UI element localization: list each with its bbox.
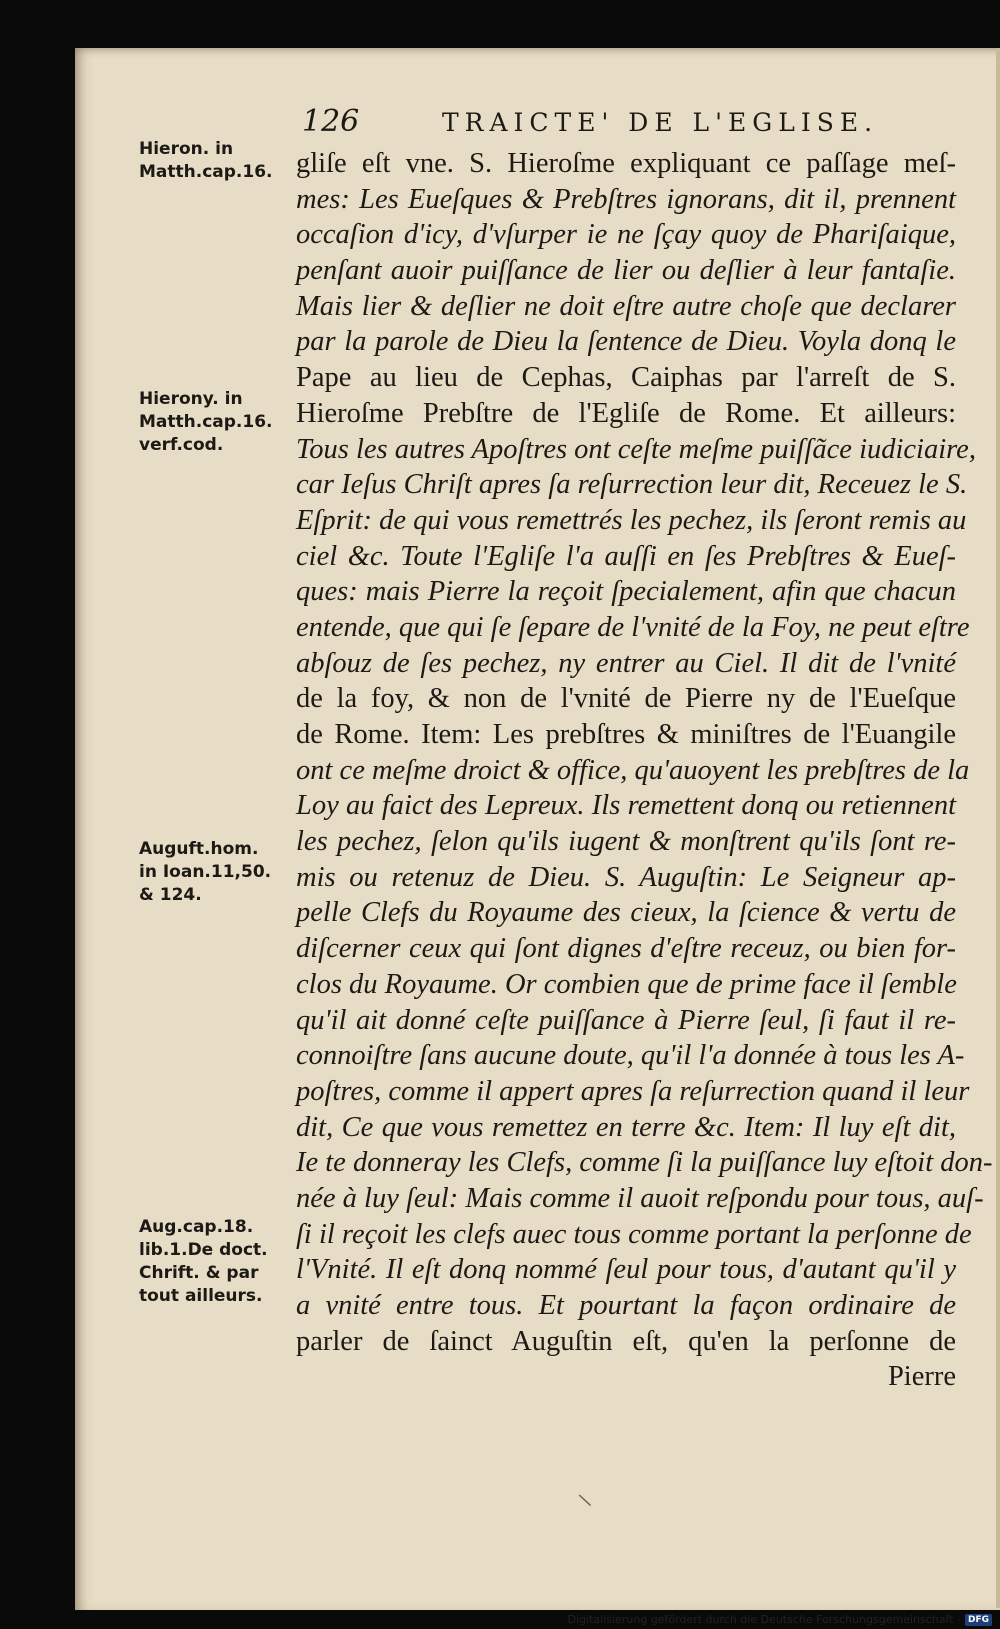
text-line: parler de ſainct Auguſtin eſt, qu'en la perſonne de — [296, 1325, 956, 1357]
margin-note-line: verf.cod. — [139, 435, 224, 455]
margin-note-line: Aug.cap.18. — [139, 1217, 254, 1237]
body-text — [296, 146, 993, 1395]
margin-note — [139, 838, 271, 907]
text-line: Hieroſme Prebſtre de l'Egliſe de Rome. Et ailleurs: — [296, 397, 956, 429]
text-line: diſcerner ceux qui ſont dignes d'eſtre receuz, ou bien for- — [296, 933, 956, 965]
text-line: de la foy, & non de l'vnité de Pierre ny de l'Eueſque — [296, 683, 956, 715]
margin-note — [139, 138, 273, 184]
text-line: ſi il reçoit les clefs auec tous comme portant la perſonne de — [296, 1218, 972, 1250]
text-line: abſouz de ſes pechez, ny entrer au Ciel. Il dit de l'vnité — [296, 647, 956, 679]
text-line: dit, Ce que vous remettez en terre &c. Item: Il luy eſt dit, — [296, 1111, 956, 1143]
text-line: Mais lier & deſlier ne doit eſtre autre choſe que declarer — [296, 290, 956, 322]
text-line: de Rome. Item: Les prebſtres & miniſtres de l'Euangile — [296, 719, 956, 750]
margin-note-line: & 124. — [139, 885, 202, 905]
text-line: Ie te donneray les Clefs, comme ſi la puiſſance luy eſtoit don- — [296, 1147, 993, 1179]
margin-note-line: Auguft.hom. — [139, 839, 259, 859]
text-line: les pechez, ſelon qu'ils iugent & monſtrent qu'ils ſont re- — [296, 826, 956, 858]
margin-note — [139, 388, 273, 457]
text-line: occaſion d'icy, d'vſurper ie ne ſçay quoy de Phariſaique, — [296, 219, 956, 251]
text-line: entende, que qui ſe ſepare de l'vnité de la Foy, ne peut eſtre — [296, 611, 970, 643]
footer-text: Digitalisierung gefördert durch die Deutsche Forschungsgemeinschaft — [567, 1613, 954, 1626]
page-header — [302, 104, 962, 140]
text-line: pelle Clefs du Royaume des cieux, la ſcience & vertu de — [296, 897, 956, 929]
text-line: ques: mais Pierre la reçoit ſpecialement, afin que chacun — [296, 576, 956, 608]
text-line: poſtres, comme il appert apres ſa reſurrection quand il leur — [296, 1075, 970, 1107]
catchword: Pierre — [887, 1361, 956, 1393]
text-line: a vnité entre tous. Et pourtant la façon ordinaire de — [296, 1290, 956, 1321]
dfg-logo-icon: DFG — [965, 1614, 992, 1626]
text-line: Tous les autres Apoſtres ont ceſte meſme puiſſãce iudiciaire, — [296, 433, 976, 465]
margin-note-line: Hieron. in — [139, 139, 234, 159]
text-line: gliſe eſt vne. S. Hieroſme expliquant ce paſſage meſ- — [296, 148, 956, 179]
text-line: car Ieſus Chriſt apres ſa reſurrection leur dit, Receuez le S. — [296, 469, 968, 501]
margin-note-line: Matth.cap.16. — [139, 162, 273, 182]
stray-mark: \ — [577, 1489, 593, 1512]
margin-note-line: lib.1.De doct. — [139, 1240, 268, 1260]
page-number: 126 — [302, 104, 360, 139]
text-line: ont ce meſme droict & office, qu'auoyent les prebſtres de la — [296, 754, 970, 786]
text-line: qu'il ait donné ceſte puiſſance à Pierre ſeul, ſi faut il re- — [296, 1004, 956, 1036]
text-line: mis ou retenuz de Dieu. S. Auguſtin: Le Seigneur ap- — [296, 861, 956, 893]
running-title: TRAICTE' DE L'EGLISE. — [442, 108, 879, 137]
text-line: née à luy ſeul: Mais comme il auoit reſpondu pour tous, auſ- — [296, 1182, 984, 1214]
text-line: penſant auoir puiſſance de lier ou deſlier à leur fantaſie. — [296, 255, 956, 287]
text-line: Loy au faict des Lepreux. Ils remettent donq ou retiennent — [296, 790, 956, 822]
margin-note-line: tout ailleurs. — [139, 1286, 263, 1306]
margin-note — [139, 1216, 268, 1308]
text-line: ciel &c. Toute l'Egliſe l'a auſſi en ſes Prebſtres & Eueſ- — [296, 540, 956, 572]
text-line: par la parole de Dieu la ſentence de Dieu. Voyla donq le — [296, 326, 956, 358]
digitization-footer — [568, 1613, 992, 1626]
text-line: l'Vnité. Il eſt donq nommé ſeul pour tous, d'autant qu'il y — [296, 1254, 956, 1286]
text-line: connoiſtre ſans aucune doute, qu'il l'a donnée à tous les A- — [296, 1040, 965, 1072]
text-line: Pape au lieu de Cephas, Caiphas par l'arreſt de S. — [296, 362, 956, 394]
text-line: Eſprit: de qui vous remettrés les pechez, ils ſeront remis au — [296, 504, 967, 536]
margin-note-line: Hierony. in — [139, 389, 243, 409]
footer-separator: · — [957, 1613, 961, 1626]
margin-note-line: Matth.cap.16. — [139, 412, 273, 432]
text-line: clos du Royaume. Or combien que de prime face il ſemble — [296, 968, 957, 1000]
margin-note-line: Chrift. & par — [139, 1263, 259, 1283]
page-gutter — [996, 48, 1000, 1608]
text-line: mes: Les Eueſques & Prebſtres ignorans, dit il, prennent — [296, 183, 956, 215]
margin-note-line: in Ioan.11,50. — [139, 862, 272, 882]
